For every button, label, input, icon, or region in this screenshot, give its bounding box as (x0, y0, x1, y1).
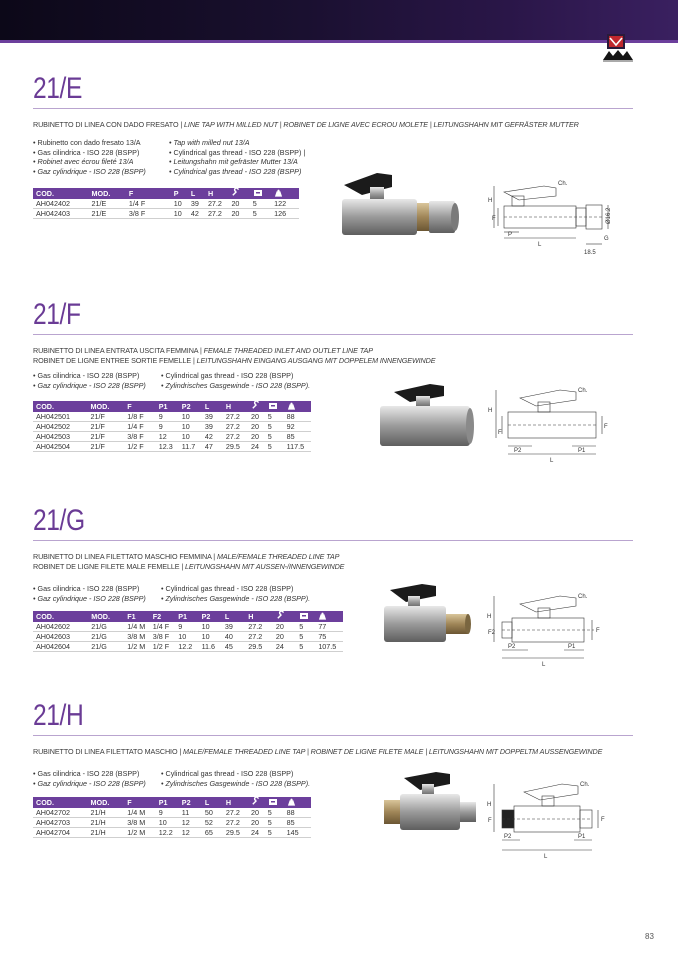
table-row (33, 808, 311, 818)
cell: 117.5 (284, 442, 311, 452)
dim-label: H (487, 802, 492, 808)
cell: 1/8 F (124, 412, 155, 422)
cell: 5 (265, 828, 284, 838)
cell: 3/8 F (126, 209, 171, 219)
cell: 21/F (88, 422, 125, 432)
weight-icon (271, 188, 299, 199)
col-l: L (188, 188, 205, 199)
cell: 21/E (89, 209, 126, 219)
cell: 39 (188, 199, 205, 209)
cell: 10 (156, 818, 179, 828)
cell: 92 (284, 422, 311, 432)
feature-item: • Zylindrisches Gasgewinde - ISO 228 (BSPP). (161, 380, 311, 390)
cell: 27.2 (223, 808, 248, 818)
cell: 24 (273, 642, 296, 652)
cell: 5 (265, 432, 284, 442)
cell: 5 (265, 808, 284, 818)
section-subtitle (33, 552, 663, 572)
dim-label: F2 (488, 630, 496, 636)
cell: 145 (284, 828, 311, 838)
cell: 5 (296, 622, 315, 632)
cell: 29.5 (245, 642, 273, 652)
section-subtitle (33, 346, 663, 366)
product-photo-21h (380, 770, 480, 845)
table-row (33, 632, 343, 642)
weight-icon (284, 401, 311, 412)
col-mod: MOD. (89, 188, 126, 199)
cell: 21/G (88, 642, 124, 652)
cell: 122 (271, 199, 299, 209)
cell: 5 (250, 209, 271, 219)
cell: 27.2 (245, 622, 273, 632)
col-p1: P1 (156, 401, 179, 412)
cell: 5 (265, 412, 284, 422)
cell: 12.3 (156, 442, 179, 452)
feature-item: • Gas cilindrica - ISO 228 (BSPP) (33, 584, 140, 593)
cell: 3/8 F (150, 632, 175, 642)
cell: 107.5 (315, 642, 343, 652)
col-cod: COD. (33, 401, 88, 412)
section-subtitle (33, 120, 663, 130)
product-photo-21g (378, 580, 478, 655)
cell: 42 (202, 432, 223, 442)
cell: 5 (296, 642, 315, 652)
section-title: 21/H (33, 699, 84, 732)
cell: 21/H (88, 808, 125, 818)
cell: 3/8 M (124, 818, 155, 828)
dim-label: G (604, 236, 609, 242)
cell: AH042402 (33, 199, 89, 209)
dim-label: H (488, 198, 493, 204)
cell: 1/4 M (124, 808, 155, 818)
dim-label: Ch. (558, 181, 568, 187)
dim-label: F (601, 817, 605, 823)
cell: 75 (315, 632, 343, 642)
cell: 21/E (89, 199, 126, 209)
box-icon (250, 188, 271, 199)
cell: AH042604 (33, 642, 88, 652)
cell: 5 (296, 632, 315, 642)
col-l: L (202, 797, 223, 808)
cell: 1/4 F (124, 422, 155, 432)
table-row (33, 412, 311, 422)
cell: 10 (175, 632, 198, 642)
dim-label: P2 (504, 834, 512, 840)
feature-item: • Gas cilindrica - ISO 228 (BSPP) (33, 769, 140, 778)
col-mod: MOD. (88, 401, 125, 412)
dim-label: F (596, 628, 600, 634)
cell: 20 (248, 412, 265, 422)
section-divider (33, 540, 633, 541)
feature-item: • Gaz cylindrique - ISO 228 (BSPP) (33, 778, 146, 788)
cell: AH042702 (33, 808, 88, 818)
feature-item: • Gaz cylindrique - ISO 228 (BSPP) (33, 166, 146, 176)
cell: 29.5 (223, 442, 248, 452)
wrench-icon (273, 611, 296, 622)
dim-label: L (538, 242, 542, 248)
cell: AH042703 (33, 818, 88, 828)
table-header-row (33, 611, 343, 622)
cell: 65 (202, 828, 223, 838)
cell: 20 (273, 632, 296, 642)
table-row (33, 422, 311, 432)
cell: 20 (273, 622, 296, 632)
table-row (33, 209, 299, 219)
feature-item: • Leitungshahn mit gefräster Mutter 13/A (169, 157, 298, 167)
dim-label: F (492, 216, 496, 222)
col-mod: MOD. (88, 797, 125, 808)
col-p2: P2 (179, 401, 202, 412)
cell: 21/F (88, 412, 125, 422)
col-h: H (245, 611, 273, 622)
dim-label: L (542, 662, 546, 668)
cell: 3/8 M (124, 632, 149, 642)
dim-label: F (498, 430, 502, 436)
cell: 21/G (88, 632, 124, 642)
cell: 45 (222, 642, 245, 652)
col-p1: P1 (175, 611, 198, 622)
col-cod: COD. (33, 611, 88, 622)
table-header-row (33, 188, 299, 199)
product-photo-21e (332, 165, 462, 255)
technical-drawing-21f (480, 380, 610, 465)
spec-table (33, 797, 311, 838)
cell: 20 (248, 818, 265, 828)
header-accent-line (0, 40, 678, 43)
col-f: F (126, 188, 171, 199)
dim-label: Ch. (578, 388, 588, 394)
cell: 11.6 (199, 642, 222, 652)
col-l: L (222, 611, 245, 622)
table-row (33, 642, 343, 652)
cell: 10 (199, 632, 222, 642)
dim-label: H (488, 408, 493, 414)
cell: 20 (248, 432, 265, 442)
subtitle-part: LINE TAP WITH MILLED NUT | ROBINET DE LIGNE AVEC ECROU MOLETE | LEITUNGSHAHN MIT GEFRÄSTER MUTTER (184, 120, 579, 129)
cell: 40 (222, 632, 245, 642)
subtitle-part: LEITUNGSHAHN MIT AUSSEN-/INNENGEWINDE (185, 562, 345, 571)
wrench-icon (248, 797, 265, 808)
table-row (33, 199, 299, 209)
col-p1: P1 (156, 797, 179, 808)
feature-item: • Cylindrical gas thread - ISO 228 (BSPP) | (169, 147, 306, 157)
dim-label: Ch. (580, 782, 590, 788)
table-header-row (33, 797, 311, 808)
col-f: F (124, 797, 155, 808)
cell: 85 (284, 432, 311, 442)
cell: 27.2 (223, 818, 248, 828)
cell: 39 (202, 422, 223, 432)
feature-item: • Cylindrical gas thread - ISO 228 (BSPP) (161, 584, 294, 593)
cell: 5 (265, 442, 284, 452)
cell: 42 (188, 209, 205, 219)
table-row (33, 432, 311, 442)
dim-label: L (550, 458, 554, 464)
section-divider (33, 735, 633, 736)
feature-item: • Robinet avec écrou fileté 13/A (33, 157, 134, 167)
col-h: H (205, 188, 229, 199)
cell: 5 (265, 422, 284, 432)
cell: AH042704 (33, 828, 88, 838)
wrench-icon (248, 401, 265, 412)
cell: AH042403 (33, 209, 89, 219)
dim-label: P (508, 232, 513, 238)
box-icon (265, 797, 284, 808)
section-divider (33, 108, 633, 109)
col-cod: COD. (33, 188, 89, 199)
header-band (0, 0, 678, 40)
cell: 9 (156, 412, 179, 422)
cell: 10 (179, 422, 202, 432)
subtitle-part: FEMALE THREADED INLET AND OUTLET LINE TAP (203, 346, 373, 355)
dim-label: Ch. (578, 594, 588, 600)
subtitle-part: RUBINETTO DI LINEA CON DADO FRESATO | (33, 120, 185, 129)
cell: 1/4 F (150, 622, 175, 632)
cell: 10 (171, 209, 188, 219)
cell: 20 (228, 209, 249, 219)
cell: 21/H (88, 818, 125, 828)
cell: 21/F (88, 432, 125, 442)
cell: 10 (171, 199, 188, 209)
wrench-icon (228, 188, 249, 199)
cell: 10 (179, 432, 202, 442)
subtitle-part: RUBINETTO DI LINEA ENTRATA USCITA FEMMINA | (33, 346, 204, 355)
cell: AH042602 (33, 622, 88, 632)
dim-label: F (488, 818, 492, 824)
section-title: 21/E (33, 72, 82, 105)
col-f: F (124, 401, 155, 412)
cell: AH042603 (33, 632, 88, 642)
subtitle-part: ROBINET DE LIGNE FILETE MALE FEMELLE | (33, 562, 186, 571)
col-l: L (202, 401, 223, 412)
cell: 27.2 (223, 412, 248, 422)
cell: AH042504 (33, 442, 88, 452)
cell: 39 (222, 622, 245, 632)
cell: 77 (315, 622, 343, 632)
cell: 39 (202, 412, 223, 422)
feature-item: • Zylindrisches Gasgewinde - ISO 228 (BSPP). (161, 593, 311, 603)
subtitle-part: MALE/FEMALE THREADED LINE TAP | ROBINET DE LIGNE FILETE MALE | LEITUNGSHAHN MIT DOPPELTM AUSSENGEWINDE (183, 747, 603, 756)
cell: AH042503 (33, 432, 88, 442)
subtitle-part: RUBINETTO DI LINEA FILETTATO MASCHIO FEMMINA | (33, 552, 217, 561)
spec-table (33, 611, 343, 652)
cell: 27.2 (223, 432, 248, 442)
cell: 12 (179, 828, 202, 838)
cell: 21/G (88, 622, 124, 632)
cell: 27.2 (245, 632, 273, 642)
subtitle-part: RUBINETTO DI LINEA FILETTATO MASCHIO | (33, 747, 183, 756)
cell: 85 (284, 818, 311, 828)
cell: 9 (175, 622, 198, 632)
cell: 20 (248, 808, 265, 818)
subtitle-part: LEITUNGSHAHN EINGANG AUSGANG MIT DOPPELEM INNENGEWINDE (196, 356, 436, 365)
cell: 126 (271, 209, 299, 219)
cell: 24 (248, 828, 265, 838)
spec-table (33, 401, 311, 452)
cell: 27.2 (205, 199, 229, 209)
cell: 1/2 F (150, 642, 175, 652)
feature-item: • Cylindrical gas thread - ISO 228 (BSPP) (161, 769, 294, 778)
col-p2: P2 (199, 611, 222, 622)
section-title: 21/F (33, 298, 81, 331)
cell: 5 (265, 818, 284, 828)
cell: 12.2 (156, 828, 179, 838)
table-row (33, 442, 311, 452)
col-f1: F1 (124, 611, 149, 622)
weight-icon (284, 797, 311, 808)
spec-table (33, 188, 299, 219)
feature-item: • Gas cilindrica - ISO 228 (BSPP) (33, 147, 140, 157)
cell: 9 (156, 422, 179, 432)
box-icon (265, 401, 284, 412)
dim-label: L (544, 854, 548, 860)
feature-item: • Tap with milled nut 13/A (169, 138, 250, 147)
cell: 5 (250, 199, 271, 209)
dim-label: P1 (578, 448, 586, 454)
section-subtitle (33, 747, 663, 757)
col-h: H (223, 797, 248, 808)
dim-label: P1 (568, 644, 576, 650)
cell: 1/2 F (124, 442, 155, 452)
cell: 20 (228, 199, 249, 209)
dim-label: P2 (514, 448, 522, 454)
table-header-row (33, 401, 311, 412)
cell: 9 (156, 808, 179, 818)
section-title: 21/G (33, 504, 85, 537)
cell: 88 (284, 412, 311, 422)
col-cod: COD. (33, 797, 88, 808)
technical-drawing-21e (464, 172, 614, 262)
col-f2: F2 (150, 611, 175, 622)
product-photo-21f (372, 378, 477, 458)
feature-item: • Gas cilindrica - ISO 228 (BSPP) (33, 371, 140, 380)
cell: 11.7 (179, 442, 202, 452)
page-number: 83 (645, 932, 654, 941)
feature-item: • Rubinetto con dado fresato 13/A (33, 138, 141, 147)
cell: 12 (179, 818, 202, 828)
cell: AH042502 (33, 422, 88, 432)
feature-item: • Cylindrical gas thread - ISO 228 (BSPP) (169, 166, 302, 176)
cell: 21/H (88, 828, 125, 838)
cell: 20 (248, 422, 265, 432)
table-row (33, 622, 343, 632)
col-mod: MOD. (88, 611, 124, 622)
cell: 12 (156, 432, 179, 442)
dim-label: 18.5 (584, 250, 596, 256)
dim-label: P1 (578, 834, 586, 840)
table-row (33, 828, 311, 838)
feature-item: • Gaz cylindrique - ISO 228 (BSPP) (33, 380, 146, 390)
cell: 21/F (88, 442, 125, 452)
cell: 50 (202, 808, 223, 818)
cell: 1/2 M (124, 828, 155, 838)
cell: 88 (284, 808, 311, 818)
cell: 3/8 F (124, 432, 155, 442)
feature-item: • Zylindrisches Gasgewinde - ISO 228 (BSPP). (161, 778, 311, 788)
cell: 10 (179, 412, 202, 422)
box-icon (296, 611, 315, 622)
col-h: H (223, 401, 248, 412)
cell: 24 (248, 442, 265, 452)
cell: 1/4 F (126, 199, 171, 209)
cell: 47 (202, 442, 223, 452)
col-p2: P2 (179, 797, 202, 808)
cell: 27.2 (223, 422, 248, 432)
dim-label: Ø16.2 (606, 207, 612, 224)
technical-drawing-21h (484, 778, 610, 860)
table-row (33, 818, 311, 828)
dim-label: P2 (508, 644, 516, 650)
cell: 1/2 M (124, 642, 149, 652)
dim-label: H (487, 614, 492, 620)
cell: 11 (179, 808, 202, 818)
section-divider (33, 334, 633, 335)
col-p: P (171, 188, 188, 199)
feature-item: • Cylindrical gas thread - ISO 228 (BSPP) (161, 371, 294, 380)
technical-drawing-21g (484, 588, 610, 668)
weight-icon (315, 611, 343, 622)
cell: 29.5 (223, 828, 248, 838)
cell: 27.2 (205, 209, 229, 219)
dim-label: F (604, 424, 608, 430)
feature-item: • Gaz cylindrique - ISO 228 (BSPP) (33, 593, 146, 603)
brand-logo (600, 34, 636, 64)
cell: 1/4 M (124, 622, 149, 632)
cell: 12.2 (175, 642, 198, 652)
subtitle-part: MALE/FEMALE THREADED LINE TAP (216, 552, 340, 561)
cell: 10 (199, 622, 222, 632)
cell: AH042501 (33, 412, 88, 422)
subtitle-part: ROBINET DE LIGNE ENTREE SORTIE FEMELLE | (33, 356, 197, 365)
cell: 52 (202, 818, 223, 828)
